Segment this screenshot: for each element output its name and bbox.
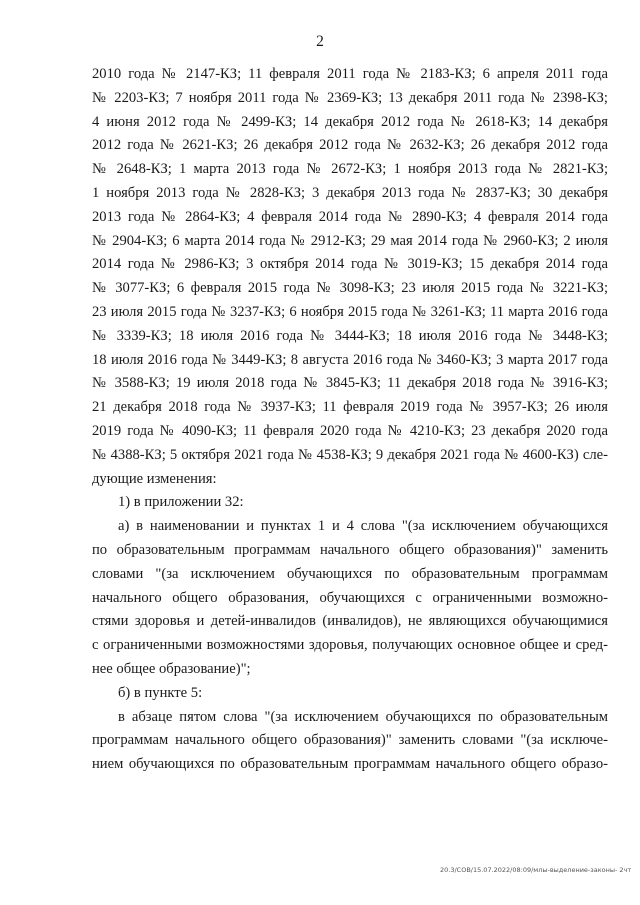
body-line: в абзаце пятом слова "(за исключением обучающихся по образовательным bbox=[118, 708, 608, 725]
item-heading: б) в пункте 5: bbox=[118, 684, 203, 701]
body-line: стями здоровья и детей-инвалидов (инвалидов), не являющихся обучающимися bbox=[92, 613, 608, 630]
body-line: 2013 года № 2864-КЗ; 4 февраля 2014 года № 2890-КЗ; 4 февраля 2014 года bbox=[92, 208, 608, 225]
body-line: № 3077-КЗ; 6 февраля 2015 года № 3098-КЗ; 23 июля 2015 года № 3221-КЗ; bbox=[92, 280, 608, 297]
footer-document-code: 20.3/СОВ/15.07.2022/08:09/млы-выделение-законы- 2чт bbox=[440, 866, 632, 874]
body-line: № 3339-КЗ; 18 июля 2016 года № 3444-КЗ; 18 июля 2016 года № 3448-КЗ; bbox=[92, 327, 608, 344]
item-heading: 1) в приложении 32: bbox=[118, 494, 244, 511]
body-line: словами "(за исключением обучающихся по образовательным программам bbox=[92, 565, 608, 582]
body-line: с ограниченными возможностями здоровья, получающих основное общее и сред- bbox=[92, 637, 608, 654]
body-line: 23 июля 2015 года № 3237-КЗ; 6 ноября 2015 года № 3261-КЗ; 11 марта 2016 года bbox=[92, 303, 608, 320]
body-line: по образовательным программам начального общего образования)" заменить bbox=[92, 541, 608, 558]
body-line: № 2203-КЗ; 7 ноября 2011 года № 2369-КЗ; 13 декабря 2011 года № 2398-КЗ; bbox=[92, 89, 608, 106]
body-line: программам начального общего образования)" заменить словами "(за исключе- bbox=[92, 732, 608, 749]
body-line: 2010 года № 2147-КЗ; 11 февраля 2011 года № 2183-КЗ; 6 апреля 2011 года bbox=[92, 66, 608, 82]
body-line: № 4388-КЗ; 5 октября 2021 года № 4538-КЗ; 9 декабря 2021 года № 4600-КЗ) сле- bbox=[92, 446, 608, 463]
body-line: начального общего образования, обучающихся с ограниченными возможно- bbox=[92, 589, 608, 606]
body-line: 2012 года № 2621-КЗ; 26 декабря 2012 года № 2632-КЗ; 26 декабря 2012 года bbox=[92, 137, 608, 154]
body-line: 2019 года № 4090-КЗ; 11 февраля 2020 года № 4210-КЗ; 23 декабря 2020 года bbox=[92, 422, 608, 439]
body-line: 1 ноября 2013 года № 2828-КЗ; 3 декабря 2013 года № 2837-КЗ; 30 декабря bbox=[92, 184, 608, 201]
body-line: 4 июня 2012 года № 2499-КЗ; 14 декабря 2012 года № 2618-КЗ; 14 декабря bbox=[92, 113, 608, 130]
body-line: а) в наименовании и пунктах 1 и 4 слова "(за исключением обучающихся bbox=[118, 518, 608, 535]
body-line: 2014 года № 2986-КЗ; 3 октября 2014 года № 3019-КЗ; 15 декабря 2014 года bbox=[92, 256, 608, 273]
body-line: № 2904-КЗ; 6 марта 2014 года № 2912-КЗ; 29 мая 2014 года № 2960-КЗ; 2 июля bbox=[92, 232, 608, 249]
body-line: 18 июля 2016 года № 3449-КЗ; 8 августа 2016 года № 3460-КЗ; 3 марта 2017 года bbox=[92, 351, 608, 368]
body-line: нее общее образование)"; bbox=[92, 660, 251, 677]
body-line: 21 декабря 2018 года № 3937-КЗ; 11 февраля 2019 года № 3957-КЗ; 26 июля bbox=[92, 399, 608, 416]
document-body bbox=[92, 63, 608, 777]
body-line: № 2648-КЗ; 1 марта 2013 года № 2672-КЗ; 1 ноября 2013 года № 2821-КЗ; bbox=[92, 161, 608, 178]
body-line: дующие изменения: bbox=[92, 470, 217, 487]
body-line: № 3588-КЗ; 19 июля 2018 года № 3845-КЗ; 11 декабря 2018 года № 3916-КЗ; bbox=[92, 375, 608, 392]
body-line: нием обучающихся по образовательным программам начального общего образо- bbox=[92, 756, 608, 773]
page-number: 2 bbox=[316, 33, 324, 50]
